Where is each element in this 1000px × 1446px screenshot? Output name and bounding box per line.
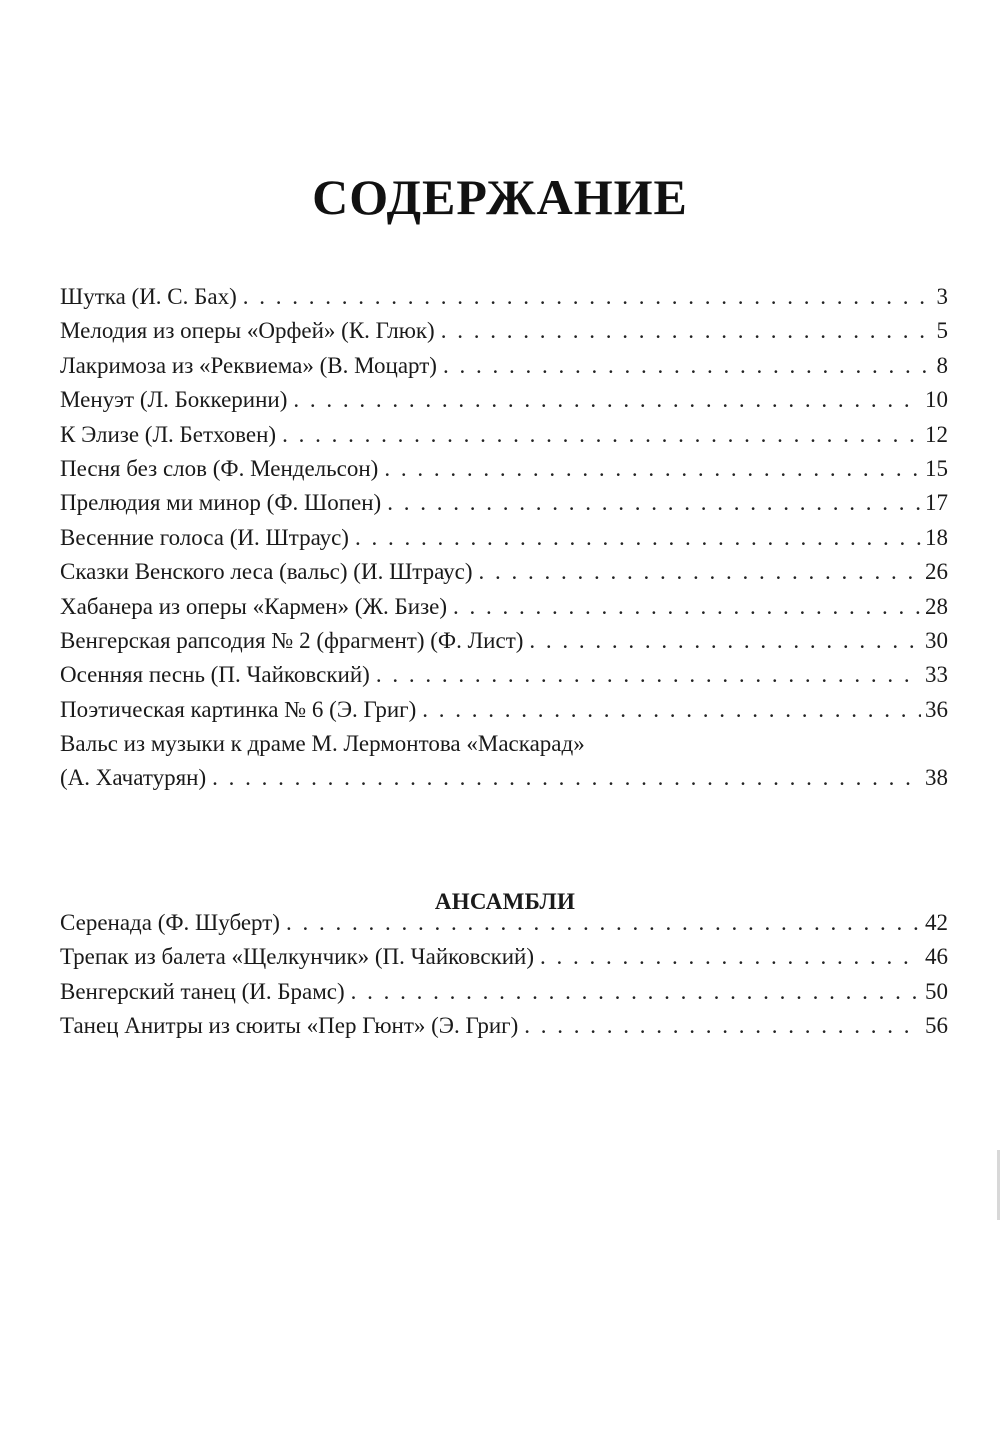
toc-entry-page: 8 [936,352,948,378]
dot-leader [387,486,921,520]
dot-leader [529,624,921,658]
dot-leader [293,383,921,417]
toc-entry[interactable] [60,975,948,1009]
dot-leader [479,555,921,589]
toc-entry-page: 46 [925,944,948,970]
dot-leader [453,590,921,624]
toc-entry[interactable] [60,521,948,555]
toc-entry-title: Трепак из балета «Щелкунчик» (П. Чайковский) [60,944,535,970]
toc-entry-title: К Элизе (Л. Бетховен) [60,421,277,447]
toc-entry[interactable] [60,624,948,658]
toc-entry-title: Венгерский танец (И. Брамс) [60,978,345,1004]
dot-leader [351,975,921,1009]
toc-entry-title: Лакримоза из «Реквиема» (В. Моцарт) [60,352,437,378]
toc-entry[interactable] [60,418,948,452]
toc-entry[interactable] [60,1009,948,1043]
dot-leader [243,280,933,314]
toc-entry[interactable] [60,452,948,486]
dot-leader [355,521,921,555]
toc-entry-page: 33 [925,662,948,688]
toc-entry[interactable] [60,658,948,692]
toc-entry-title: Песня без слов (Ф. Мендельсон) [60,455,379,481]
toc-entry-page: 26 [925,559,948,585]
toc-entry-title: Шутка (И. С. Бах) [60,284,237,309]
dot-leader [540,940,921,974]
toc-entry[interactable] [60,486,948,520]
toc-entry-title: Весенние голоса (И. Штраус) [60,524,349,550]
toc-entry-page: 38 [925,765,948,791]
toc-entry-page: 30 [925,627,948,653]
dot-leader [282,418,921,452]
toc-entry-page: 10 [925,387,948,413]
dot-leader [443,349,933,383]
toc-entry-page: 42 [925,910,948,935]
toc-entry-page: 12 [925,421,948,447]
toc-entry[interactable] [60,940,948,974]
toc-entry-page: 17 [925,490,948,516]
toc-entry-page: 28 [925,593,948,619]
section-heading-ensembles: АНСАМБЛИ [434,889,576,915]
toc-entry-page: 15 [925,455,948,481]
dot-leader [422,693,921,727]
toc-entry-second-line [60,761,948,795]
toc-entry[interactable] [60,349,948,383]
toc-entry-title: Менуэт (Л. Боккерини) [60,387,288,413]
dot-leader [212,761,921,795]
toc-entry[interactable] [60,555,948,589]
toc-entry-page: 3 [936,284,948,309]
dot-leader [384,452,921,486]
toc-entry-title-line2: (А. Хачатурян) [60,765,207,791]
toc-entry-title: Венгерская рапсодия № 2 (фрагмент) (Ф. Лист) [60,627,524,653]
toc-entry-page: 50 [925,978,948,1004]
toc-entry-page: 36 [925,696,948,722]
toc-entry-title: Осенняя песнь (П. Чайковский) [60,662,370,688]
toc-entry-page: 5 [936,318,948,344]
toc-entry-title: Танец Анитры из сюиты «Пер Гюнт» (Э. Григ) [60,1013,519,1039]
toc-entry-title: Хабанера из оперы «Кармен» (Ж. Бизе) [60,593,448,619]
dot-leader [524,1009,921,1043]
toc-entry-title: Прелюдия ми минор (Ф. Шопен) [60,490,382,516]
dot-leader [286,906,921,940]
toc-entry-title-line1: Вальс из музыки к драме М. Лермонтова «Маскарад» [60,731,585,757]
toc-entry[interactable] [60,727,948,796]
toc-entry-title: Серенада (Ф. Шуберт) [60,910,280,935]
dot-leader [441,314,933,348]
toc-entry[interactable] [60,314,948,348]
page-title: СОДЕРЖАНИЕ [312,168,688,225]
toc-entry-page: 56 [925,1013,948,1039]
ensembles-list [60,906,948,1044]
table-of-contents [60,280,948,796]
toc-entry-title: Сказки Венского леса (вальс) (И. Штраус) [60,559,473,585]
toc-entry[interactable] [60,280,948,314]
toc-entry[interactable] [60,590,948,624]
toc-entry-title: Поэтическая картинка № 6 (Э. Григ) [60,696,417,722]
dot-leader [376,658,921,692]
toc-entry-page: 18 [925,524,948,550]
toc-entry[interactable] [60,906,948,940]
toc-entry[interactable] [60,693,948,727]
toc-entry-title: Мелодия из оперы «Орфей» (К. Глюк) [60,318,435,344]
toc-entry[interactable] [60,383,948,417]
